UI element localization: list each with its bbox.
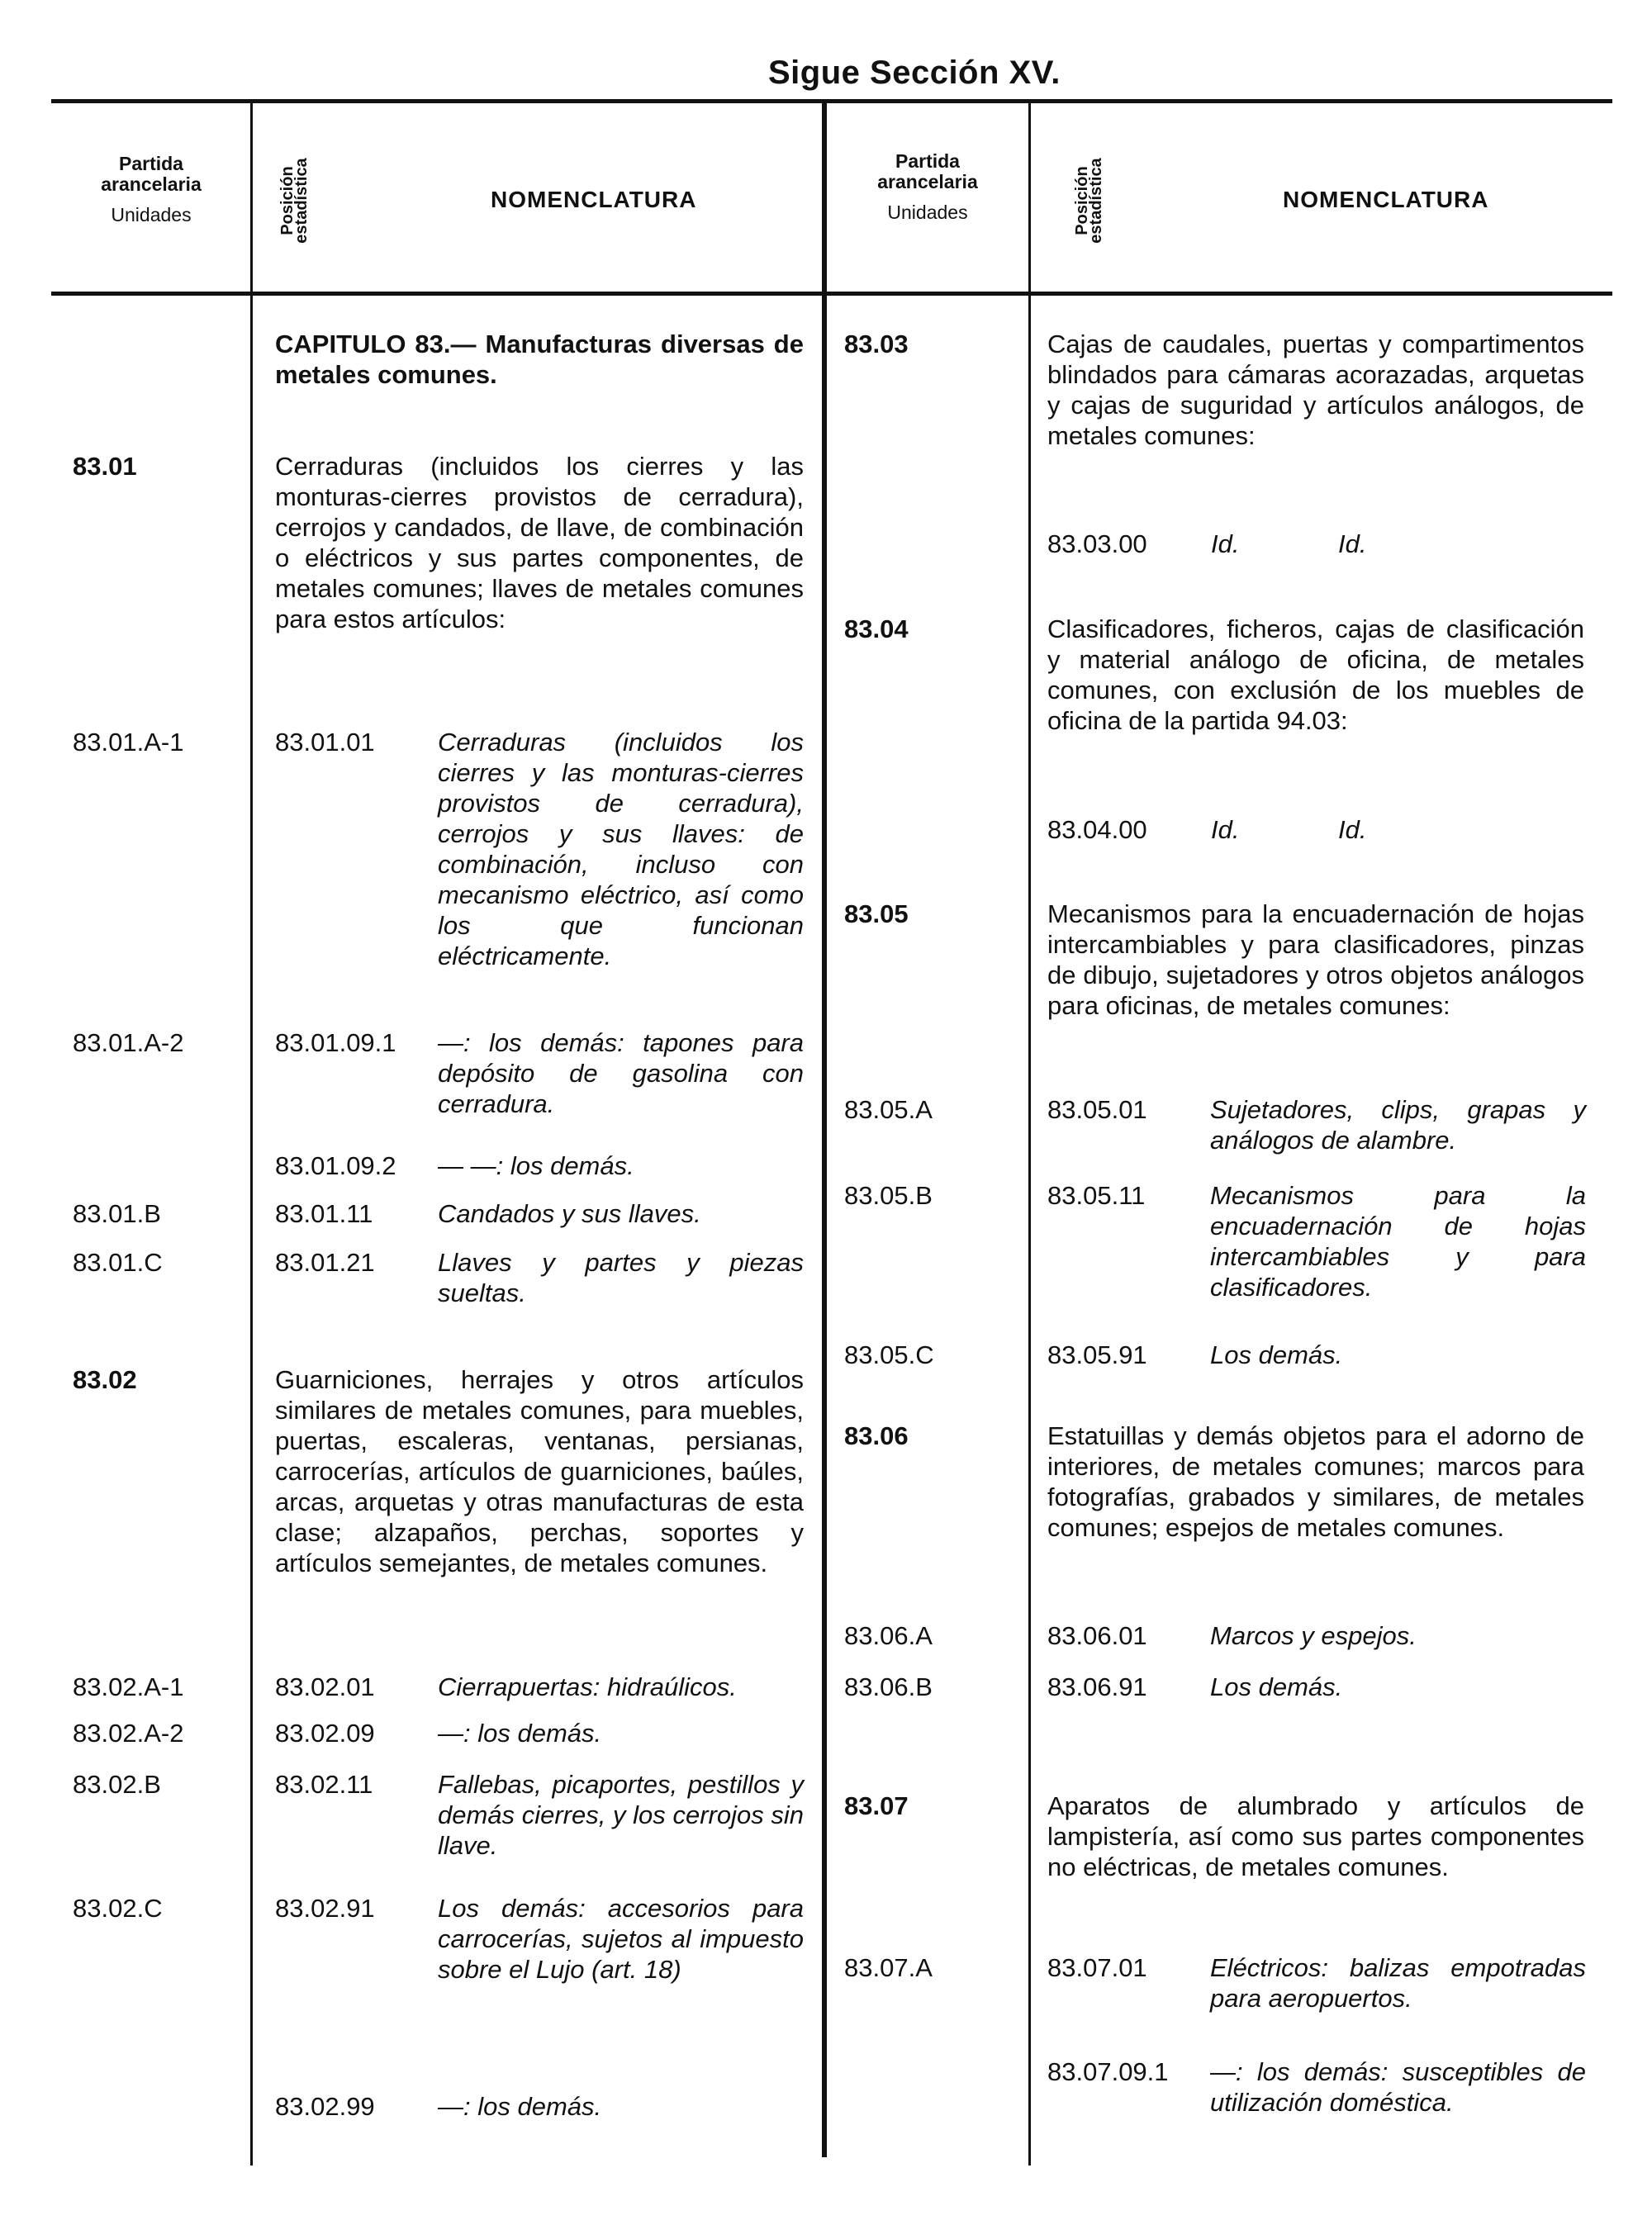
right-r6-pos: 83.06.01 [1047, 1621, 1147, 1650]
right-r7-code: 83.06.B [844, 1672, 933, 1701]
left-r2-code: 83.01.A-2 [73, 1028, 184, 1057]
left-r4-pos: 83.01.11 [275, 1199, 373, 1228]
right-r8-text: Eléctricos: balizas empotradas para aeropuertos. [1210, 1953, 1586, 2013]
right-r2-pos: 83.04.00 [1047, 815, 1147, 844]
right-r8-code: 83.07.A [844, 1953, 933, 1982]
left-r10-pos: 83.02.99 [275, 2092, 375, 2121]
partida-8304-text: Clasificadores, ficheros, cajas de clasificación y material análogo de oficina, de metales comunes, con exclusión de los muebles de oficina de la partida 94.03: [1047, 614, 1584, 735]
left-r1-code: 83.01.A-1 [73, 728, 184, 757]
partida-8303-text: Cajas de caudales, puertas y compartimentos blindados para cámaras acorazadas, arquetas y cajas de suguridad y artículos análogos, de metales comunes: [1047, 330, 1584, 450]
right-r5-code: 83.05.C [844, 1340, 934, 1369]
partida-8303-code: 83.03 [844, 330, 909, 358]
right-r3-pos: 83.05.01 [1047, 1095, 1147, 1124]
right-r4-pos: 83.05.11 [1047, 1181, 1146, 1210]
header-partida-right-l2: arancelaria [877, 171, 978, 192]
left-r5-text: Llaves y partes y piezas sueltas. [438, 1248, 804, 1307]
left-r2-pos: 83.01.09.1 [275, 1028, 396, 1057]
partida-8305-text: Mecanismos para la encuadernación de hojas intercambiables y para clasificadores, pinzas de dibujo, sujetadores y otros objetos análogos para oficinas, de metales comunes: [1047, 899, 1584, 1020]
center-divider [822, 101, 827, 2157]
header-posicion-left-l1: Posición [278, 166, 297, 235]
left-r9-pos: 83.02.91 [275, 1894, 375, 1923]
right-r9-text: —: los demás: susceptibles de utilización doméstica. [1210, 2057, 1586, 2117]
header-posicion-left-l2: estadística [292, 158, 311, 244]
header-partida-right-l1: Partida [895, 150, 960, 172]
partida-8306-code: 83.06 [844, 1421, 909, 1450]
partida-8307-text: Aparatos de alumbrado y artículos de lampistería, así como sus partes componentes no eléctricas, de metales comunes. [1047, 1791, 1584, 1881]
right-r9-pos: 83.07.09.1 [1047, 2057, 1169, 2086]
partida-8306-text: Estatuillas y demás objetos para el adorno de interiores, de metales comunes; marcos para fotografías, grabados y similares, de metales comunes; espejos de metales comunes. [1047, 1421, 1584, 1542]
left-r7-code: 83.02.A-2 [73, 1719, 184, 1748]
header-partida-left [58, 151, 244, 228]
partida-8304-code: 83.04 [844, 614, 909, 643]
header-posicion-left [278, 139, 311, 263]
left-r4-text: Candados y sus llaves. [438, 1199, 701, 1228]
right-r5-pos: 83.05.91 [1047, 1340, 1147, 1369]
left-r1-text: Cerraduras (incluidos los cierres y las monturas-cierres provistos de cerradura), cerrojos y sus llaves: de combinación, incluso con mecanismo eléctrico, así como los que funcionan eléctricamente. [438, 728, 804, 970]
left-r2-text: —: los demás: tapones para depósito de gasolina con cerradura. [438, 1028, 804, 1118]
chapter-heading: CAPITULO 83.— Manufacturas diversas de metales comunes. [275, 330, 804, 389]
left-r10-text: —: los demás. [438, 2092, 602, 2121]
col-divider-4 [1028, 101, 1031, 2165]
left-r1-pos: 83.01.01 [275, 728, 375, 757]
header-nomenclatura-right: NOMENCLATURA [1283, 187, 1489, 212]
header-posicion-right [1075, 139, 1104, 263]
left-r7-pos: 83.02.09 [275, 1719, 375, 1748]
header-posicion-right-l1: Posición [1073, 166, 1091, 235]
left-r6-text: Cierrapuertas: hidraúlicos. [438, 1672, 737, 1701]
partida-8302-text: Guarniciones, herrajes y otros artículos similares de metales comunes, para muebles, puertas, escaleras, ventanas, persianas, carrocerías, artículos de guarniciones, baúles, arcas, arquetas y otras manufacturas de esta clase; alzapaños, perchas, soportes y artículos semejantes, de metales comunes. [275, 1365, 804, 1577]
left-r6-code: 83.02.A-1 [73, 1672, 184, 1701]
left-r8-pos: 83.02.11 [275, 1770, 373, 1799]
right-r4-code: 83.05.B [844, 1181, 933, 1210]
right-r4-text: Mecanismos para la encuadernación de hojas intercambiables y para clasificadores. [1210, 1181, 1586, 1302]
left-r5-code: 83.01.C [73, 1248, 163, 1277]
right-r5-text: Los demás. [1210, 1340, 1343, 1369]
right-r2-id2: Id. [1338, 815, 1367, 844]
left-r9-code: 83.02.C [73, 1894, 163, 1923]
right-r2-id1: Id. [1211, 815, 1240, 844]
top-rule [51, 99, 1612, 103]
partida-8301-text: Cerraduras (incluidos los cierres y las monturas-cierres provistos de cerradura), cerrojos y candados, de llave, de combinación o eléctricos y sus partes componentes, de metales comunes; llaves de metales comunes para estos artículos: [275, 452, 804, 633]
right-r3-code: 83.05.A [844, 1095, 933, 1124]
right-r7-pos: 83.06.91 [1047, 1672, 1147, 1701]
left-r4-code: 83.01.B [73, 1199, 161, 1228]
right-r7-text: Los demás. [1210, 1672, 1343, 1701]
page-heading: Sigue Sección XV. [768, 55, 1061, 91]
header-partida-left-l2: arancelaria [101, 173, 202, 195]
left-r9-text: Los demás: accesorios para carrocerías, sujetos al impuesto sobre el Lujo (art. 18) [438, 1894, 804, 1984]
partida-8301-code: 83.01 [73, 452, 137, 481]
partida-8307-code: 83.07 [844, 1791, 909, 1820]
header-nomenclatura-left: NOMENCLATURA [491, 187, 697, 212]
right-r3-text: Sujetadores, clips, grapas y análogos de alambre. [1210, 1095, 1586, 1155]
left-r7-text: —: los demás. [438, 1719, 602, 1748]
right-r8-pos: 83.07.01 [1047, 1953, 1147, 1982]
left-r3-text: — —: los demás. [438, 1151, 634, 1180]
col-divider-1 [250, 101, 253, 2165]
partida-8302-code: 83.02 [73, 1365, 137, 1394]
right-r1-id2: Id. [1338, 529, 1367, 558]
left-r8-code: 83.02.B [73, 1770, 161, 1799]
header-rule [51, 292, 1612, 296]
left-r5-pos: 83.01.21 [275, 1248, 375, 1277]
header-partida-right [834, 149, 1021, 225]
header-unidades-left: Unidades [111, 204, 192, 225]
left-r6-pos: 83.02.01 [275, 1672, 375, 1701]
header-partida-left-l1: Partida [119, 153, 183, 174]
header-unidades-right: Unidades [887, 202, 968, 223]
partida-8305-code: 83.05 [844, 899, 909, 928]
right-r6-code: 83.06.A [844, 1621, 933, 1650]
header-posicion-right-l2: estadística [1087, 158, 1105, 244]
right-r1-pos: 83.03.00 [1047, 529, 1147, 558]
left-r3-pos: 83.01.09.2 [275, 1151, 396, 1180]
right-r6-text: Marcos y espejos. [1210, 1621, 1417, 1650]
left-r8-text: Fallebas, picaportes, pestillos y demás cierres, y los cerrojos sin llave. [438, 1770, 804, 1860]
right-r1-id1: Id. [1211, 529, 1240, 558]
